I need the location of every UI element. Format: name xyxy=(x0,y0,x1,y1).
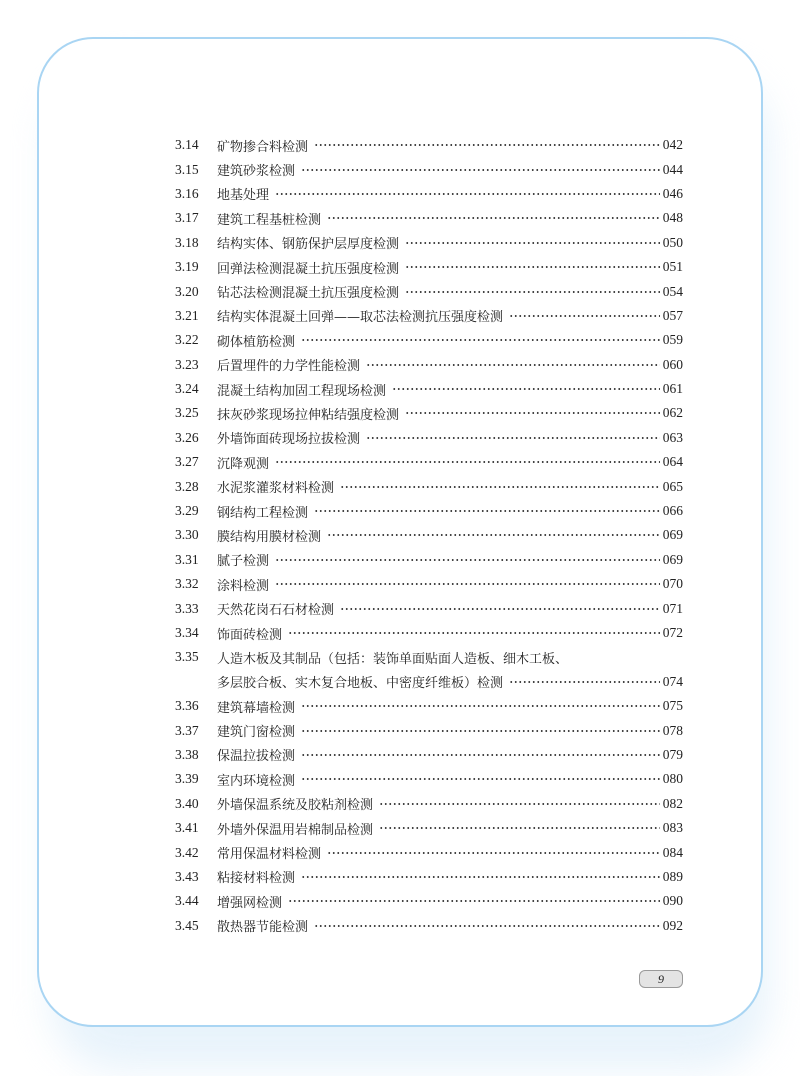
toc-entry[interactable] xyxy=(175,474,683,498)
entry-number: 3.33 xyxy=(175,600,199,616)
toc-entry[interactable] xyxy=(175,133,683,157)
toc-entry[interactable] xyxy=(175,279,683,303)
entry-page: 092 xyxy=(662,917,683,933)
toc-entry[interactable] xyxy=(175,548,683,572)
dot-leader xyxy=(314,508,660,514)
entry-title: 砌体植筋检测 xyxy=(217,334,296,350)
dot-leader xyxy=(340,484,660,490)
entry-title: 回弹法检测混凝土抗压强度检测 xyxy=(217,261,400,277)
toc-entry[interactable] xyxy=(175,255,683,279)
entry-title: 地基处理 xyxy=(217,188,270,204)
toc-entry[interactable] xyxy=(175,328,683,352)
entry-number: 3.14 xyxy=(175,137,199,153)
toc-entry[interactable] xyxy=(175,426,683,450)
toc-entry[interactable] xyxy=(175,231,683,255)
entry-page: 071 xyxy=(662,600,683,616)
entry-number: 3.37 xyxy=(175,722,199,738)
entry-title: 增强网检测 xyxy=(217,895,283,911)
entry-page: 072 xyxy=(662,625,683,640)
entry-number: 3.24 xyxy=(175,381,199,397)
entry-page: 060 xyxy=(662,356,683,372)
entry-number: 3.20 xyxy=(175,283,199,299)
dot-leader xyxy=(366,435,660,441)
entry-page: 048 xyxy=(662,210,683,226)
entry-title-line1: 人造木板及其制品（包括：装饰单面贴面人造板、细木工板、 xyxy=(217,651,569,667)
entry-number: 3.43 xyxy=(175,868,199,884)
toc-entry[interactable] xyxy=(175,694,683,718)
entry-number: 3.15 xyxy=(175,161,199,177)
entry-page: 046 xyxy=(662,185,683,201)
entry-title: 外墙外保温用岩棉制品检测 xyxy=(217,822,374,838)
entry-title: 外墙饰面砖现场拉拔检测 xyxy=(217,432,361,448)
entry-page: 065 xyxy=(662,478,683,494)
entry-number: 3.34 xyxy=(175,625,199,640)
dot-leader xyxy=(288,898,660,904)
toc-entry[interactable] xyxy=(175,718,683,742)
toc-entry[interactable] xyxy=(175,840,683,864)
entry-title: 建筑工程基桩检测 xyxy=(217,212,322,228)
dot-leader xyxy=(392,386,660,392)
dot-leader xyxy=(301,874,660,880)
table-of-contents xyxy=(175,133,683,938)
toc-entry[interactable] xyxy=(175,621,683,645)
entry-title: 结构实体混凝土回弹——取芯法检测抗压强度检测 xyxy=(217,310,504,326)
toc-entry[interactable] xyxy=(175,914,683,938)
dot-leader xyxy=(405,410,660,416)
toc-entry[interactable] xyxy=(175,865,683,889)
entry-number: 3.44 xyxy=(175,893,199,909)
toc-entry[interactable] xyxy=(175,767,683,791)
dot-leader xyxy=(301,776,660,782)
toc-entry[interactable] xyxy=(175,816,683,840)
entry-page: 066 xyxy=(662,503,683,519)
entry-title: 外墙保温系统及胶粘剂检测 xyxy=(217,798,374,814)
entry-page: 044 xyxy=(662,161,683,177)
dot-leader xyxy=(301,752,660,758)
toc-entry[interactable] xyxy=(175,572,683,596)
entry-number: 3.29 xyxy=(175,503,199,519)
dot-leader xyxy=(301,167,660,173)
entry-title: 腻子检测 xyxy=(217,554,270,570)
dot-leader xyxy=(314,142,660,148)
toc-entry[interactable] xyxy=(175,353,683,377)
entry-number: 3.42 xyxy=(175,844,199,860)
entry-title: 保温拉拔检测 xyxy=(217,749,296,765)
entry-page: 082 xyxy=(662,795,683,811)
entry-title: 建筑砂浆检测 xyxy=(217,164,296,180)
entry-page: 062 xyxy=(662,405,683,421)
entry-title-line2: 多层胶合板、实木复合地板、中密度纤维板）检测 xyxy=(217,676,504,692)
entry-page: 054 xyxy=(662,283,683,299)
dot-leader xyxy=(379,825,660,831)
entry-number: 3.22 xyxy=(175,332,199,348)
entry-number: 3.32 xyxy=(175,576,199,592)
entry-page: 063 xyxy=(662,429,683,445)
entry-title: 抹灰砂浆现场拉伸粘结强度检测 xyxy=(217,407,400,423)
entry-number: 3.35 xyxy=(175,649,199,665)
toc-entry[interactable] xyxy=(175,182,683,206)
entry-number: 3.39 xyxy=(175,771,199,787)
toc-entry[interactable] xyxy=(175,889,683,913)
dot-leader xyxy=(275,557,660,563)
toc-entry[interactable] xyxy=(175,304,683,328)
toc-entry[interactable] xyxy=(175,596,683,620)
toc-entry[interactable] xyxy=(175,401,683,425)
entry-number: 3.41 xyxy=(175,820,199,836)
entry-page: 050 xyxy=(662,234,683,250)
entry-number: 3.45 xyxy=(175,917,199,933)
entry-title: 涂料检测 xyxy=(217,578,270,594)
toc-entry-continuation[interactable] xyxy=(175,670,683,694)
entry-number: 3.40 xyxy=(175,795,199,811)
entry-page: 070 xyxy=(662,576,683,592)
dot-leader xyxy=(405,240,660,246)
entry-title: 饰面砖检测 xyxy=(217,627,283,643)
entry-page: 069 xyxy=(662,551,683,567)
entry-number: 3.23 xyxy=(175,356,199,372)
entry-page: 080 xyxy=(662,771,683,787)
entry-number: 3.21 xyxy=(175,307,199,323)
entry-title: 建筑门窗检测 xyxy=(217,725,296,741)
entry-page: 078 xyxy=(662,722,683,738)
toc-entry[interactable] xyxy=(175,523,683,547)
entry-page: 090 xyxy=(662,893,683,909)
entry-page: 084 xyxy=(662,844,683,860)
entry-title: 膜结构用膜材检测 xyxy=(217,529,322,545)
entry-page: 069 xyxy=(662,527,683,543)
toc-entry[interactable] xyxy=(175,645,683,669)
dot-leader xyxy=(301,728,660,734)
entry-page: 064 xyxy=(662,454,683,470)
entry-number: 3.27 xyxy=(175,454,199,470)
entry-page: 075 xyxy=(662,698,683,714)
entry-page: 051 xyxy=(662,259,683,275)
dot-leader xyxy=(327,850,660,856)
entry-title: 矿物掺合料检测 xyxy=(217,139,309,155)
dot-leader xyxy=(379,801,660,807)
dot-leader xyxy=(405,264,660,270)
entry-title: 混凝土结构加固工程现场检测 xyxy=(217,383,387,399)
dot-leader xyxy=(314,923,660,929)
entry-number: 3.25 xyxy=(175,405,199,421)
toc-entry[interactable] xyxy=(175,792,683,816)
entry-title: 钻芯法检测混凝土抗压强度检测 xyxy=(217,286,400,302)
dot-leader xyxy=(366,362,660,368)
entry-title: 钢结构工程检测 xyxy=(217,505,309,521)
entry-number: 3.19 xyxy=(175,259,199,275)
dot-leader xyxy=(301,703,660,709)
page-number-badge: 9 xyxy=(639,970,683,988)
entry-number: 3.36 xyxy=(175,698,199,714)
dot-leader xyxy=(275,191,660,197)
entry-page: 074 xyxy=(662,673,683,689)
entry-title: 粘接材料检测 xyxy=(217,871,296,887)
entry-number: 3.16 xyxy=(175,185,199,201)
entry-number: 3.30 xyxy=(175,527,199,543)
dot-leader xyxy=(327,532,660,538)
dot-leader xyxy=(327,215,660,221)
entry-title: 水泥浆灌浆材料检测 xyxy=(217,481,335,497)
dot-leader xyxy=(405,289,660,295)
entry-title: 结构实体、钢筋保护层厚度检测 xyxy=(217,237,400,253)
entry-title: 常用保温材料检测 xyxy=(217,847,322,863)
entry-title: 后置埋件的力学性能检测 xyxy=(217,359,361,375)
entry-number: 3.26 xyxy=(175,429,199,445)
entry-page: 057 xyxy=(662,307,683,323)
entry-number: 3.28 xyxy=(175,478,199,494)
dot-leader xyxy=(288,630,660,636)
entry-title: 建筑幕墙检测 xyxy=(217,700,296,716)
entry-title: 天然花岗石石材检测 xyxy=(217,603,335,619)
entry-page: 079 xyxy=(662,746,683,762)
entry-page: 089 xyxy=(662,868,683,884)
entry-page: 083 xyxy=(662,820,683,836)
toc-entry[interactable] xyxy=(175,377,683,401)
dot-leader xyxy=(275,459,660,465)
entry-title: 散热器节能检测 xyxy=(217,920,309,936)
entry-page: 042 xyxy=(662,137,683,153)
dot-leader xyxy=(509,313,660,319)
dot-leader xyxy=(275,581,660,587)
toc-entry[interactable] xyxy=(175,206,683,230)
entry-number: 3.17 xyxy=(175,210,199,226)
dot-leader xyxy=(509,679,660,685)
toc-entry[interactable] xyxy=(175,499,683,523)
entry-number: 3.18 xyxy=(175,234,199,250)
toc-entry[interactable] xyxy=(175,743,683,767)
entry-number: 3.38 xyxy=(175,746,199,762)
entry-title: 室内环境检测 xyxy=(217,773,296,789)
entry-title: 沉降观测 xyxy=(217,456,270,472)
entry-page: 059 xyxy=(662,332,683,348)
dot-leader xyxy=(340,606,660,612)
entry-page: 061 xyxy=(662,381,683,397)
toc-entry[interactable] xyxy=(175,450,683,474)
entry-number: 3.31 xyxy=(175,551,199,567)
toc-entry[interactable] xyxy=(175,157,683,181)
dot-leader xyxy=(301,337,660,343)
